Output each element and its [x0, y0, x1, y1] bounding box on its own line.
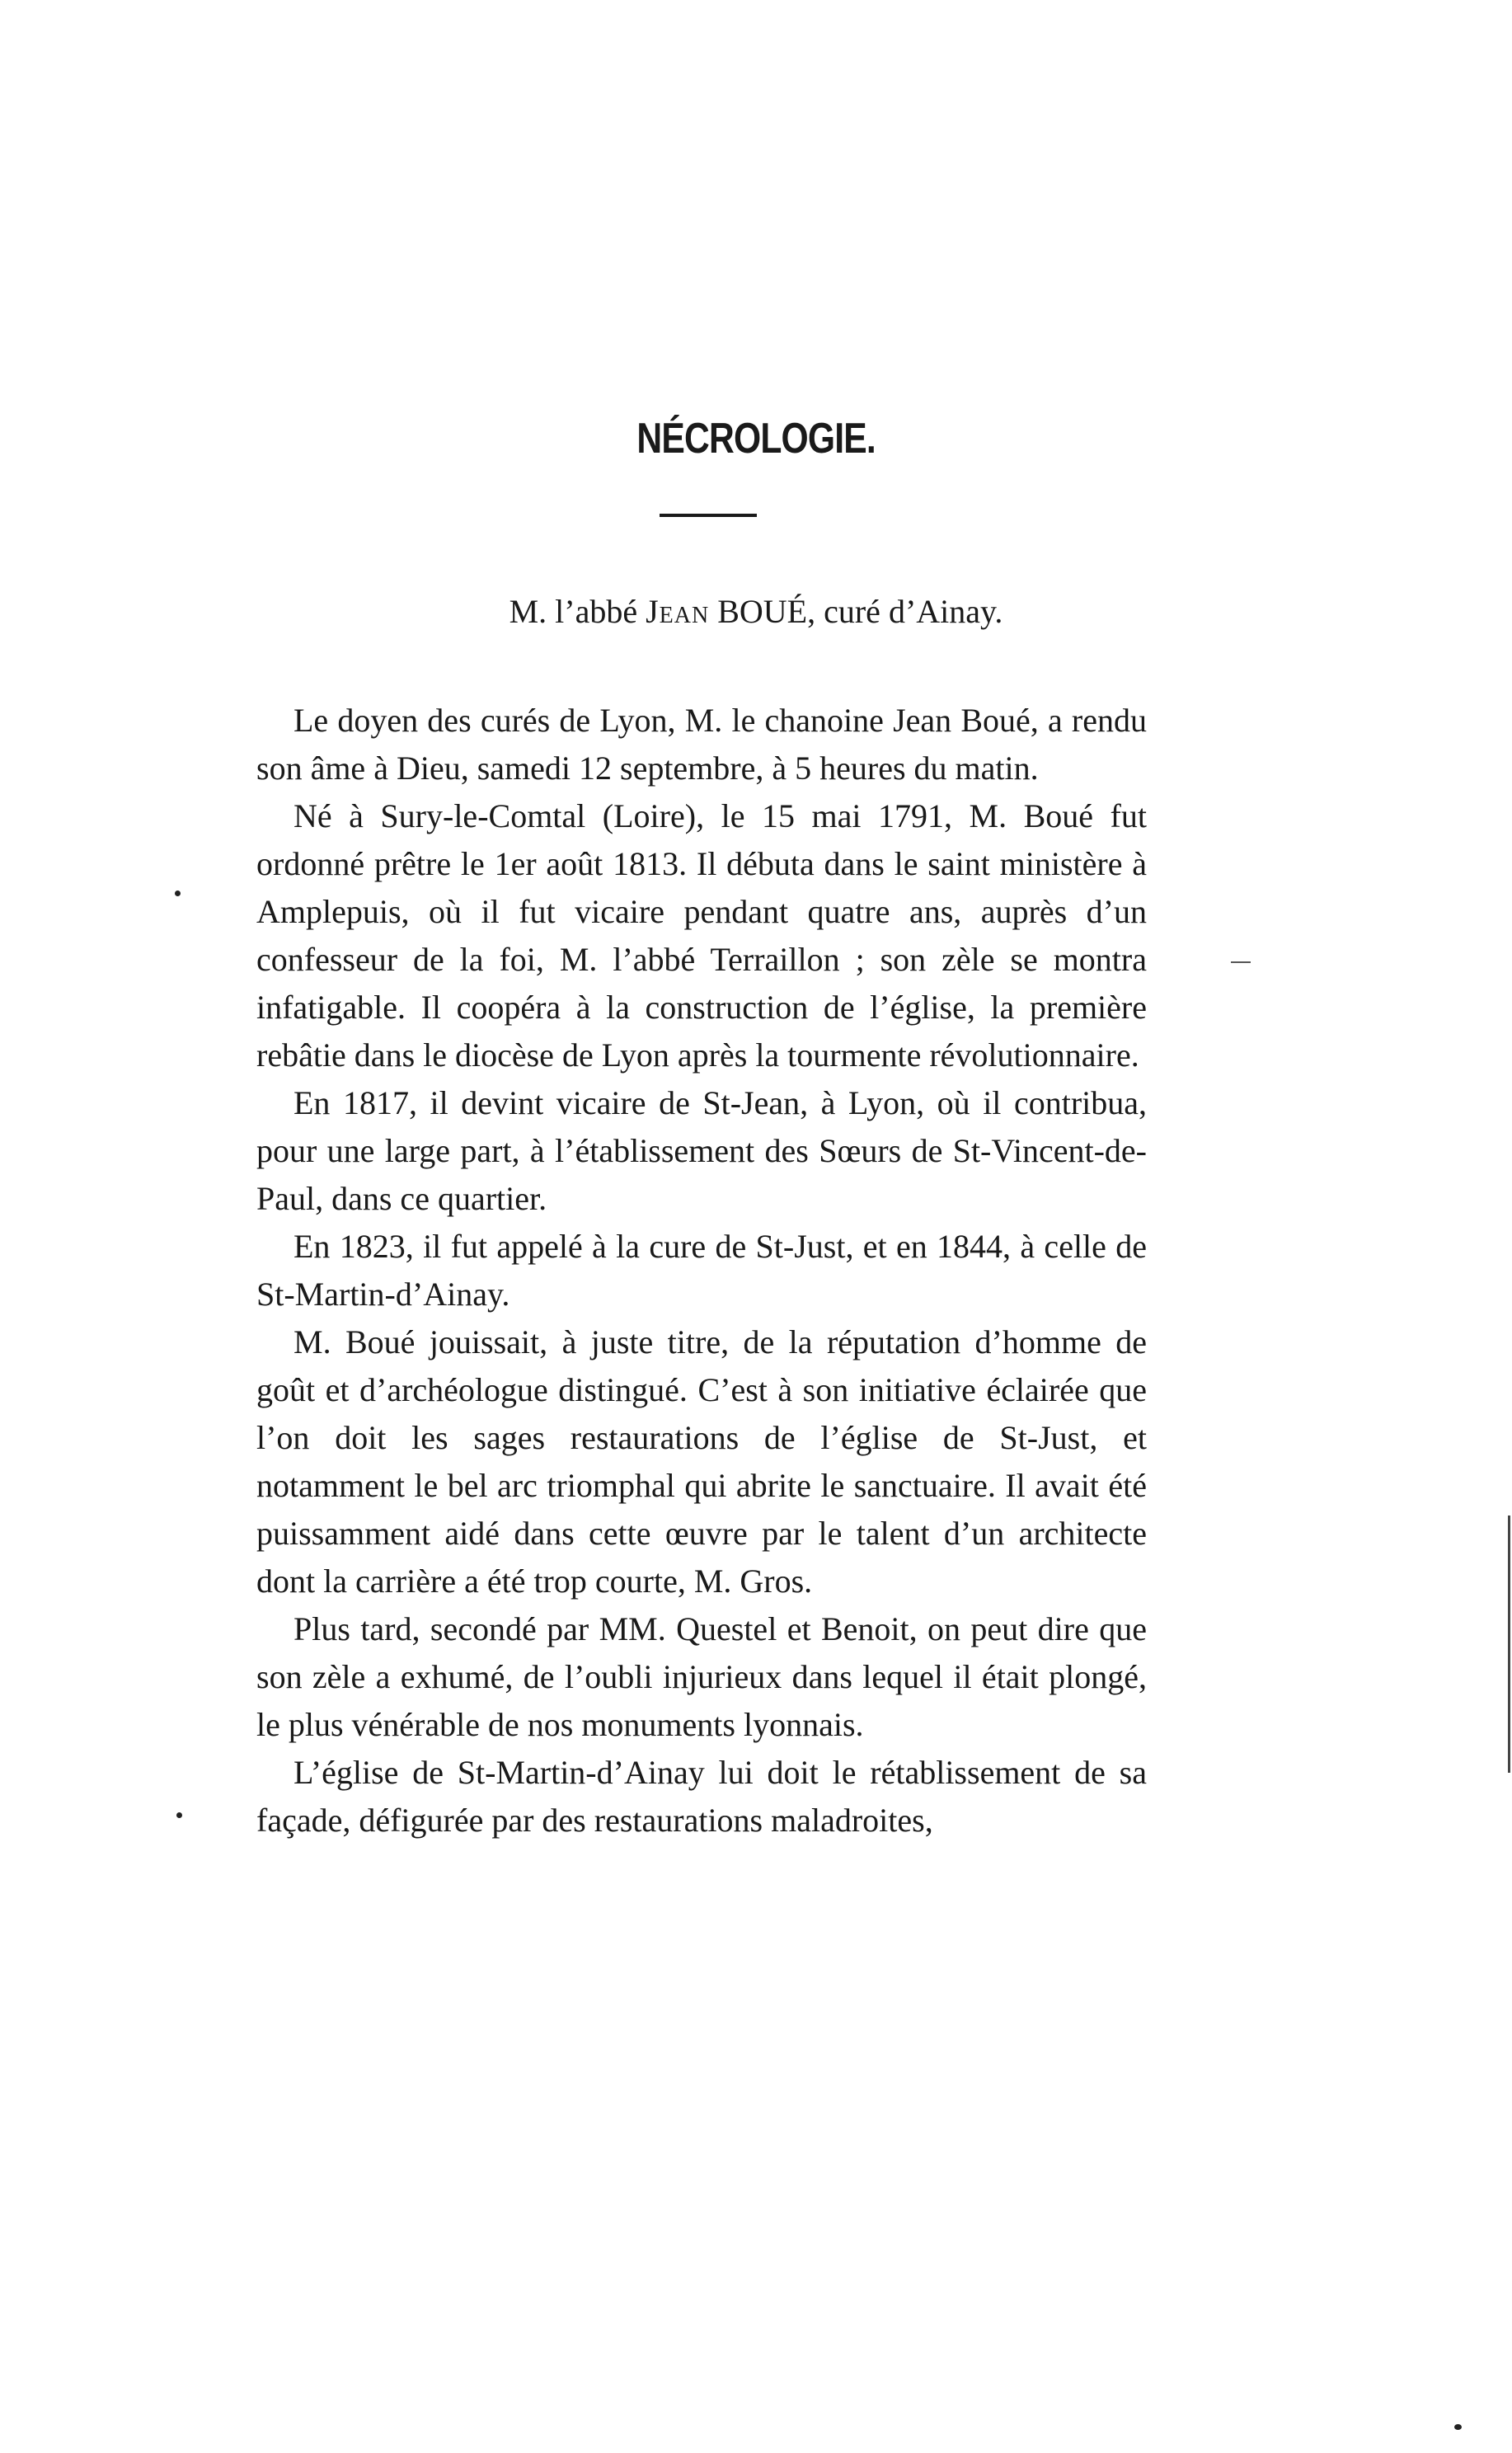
title-divider	[660, 514, 757, 517]
ink-mark	[1231, 961, 1251, 963]
subject-surname: BOUÉ	[709, 593, 808, 630]
ink-speck	[175, 891, 181, 896]
subject-prefix: M. l’abbé	[509, 593, 646, 630]
article-body	[256, 697, 1147, 1844]
obituary-subject	[0, 595, 1512, 628]
subject-suffix: , curé d’Ainay.	[807, 593, 1003, 630]
paragraph: L’église de St-Martin-d’Ainay lui doit le rétablissement de sa façade, défigurée par des restaurations maladroites,	[256, 1754, 1147, 1839]
paragraph: En 1817, il devint vicaire de St-Jean, à Lyon, où il contribua, pour une large part, à l’établissement des Sœurs de St-Vincent-de-Paul, dans ce quartier.	[256, 1084, 1147, 1217]
ink-speck	[176, 1812, 182, 1818]
paragraph: Plus tard, secondé par MM. Questel et Benoit, on peut dire que son zèle a exhumé, de l’oubli injurieux dans lequel il était plongé, le plus vénérable de nos monuments lyonnais.	[256, 1610, 1147, 1743]
paragraph: En 1823, il fut appelé à la cure de St-Just, et en 1844, à celle de St-Martin-d’Ainay.	[256, 1228, 1147, 1313]
page-title: NÉCROLOGIE.	[636, 415, 876, 463]
ink-speck	[1454, 2424, 1462, 2430]
paragraph: M. Boué jouissait, à juste titre, de la réputation d’homme de goût et d’archéologue distingué. C’est à son initiative éclairée que l’on doit les sages restaurations de l’église de St-Just, et notamment le bel arc triomphal qui abrite le sanctuaire. Il avait été puissamment aidé dans cette œuvre par le talent d’un architecte dont la carrière a été trop courte, M. Gros.	[256, 1323, 1147, 1600]
paragraph: Né à Sury-le-Comtal (Loire), le 15 mai 1791, M. Boué fut ordonné prêtre le 1er août 1813. Il débuta dans le saint ministère à Amplepuis, où il fut vicaire pendant quatre ans, auprès d’un confesseur de la foi, M. l’abbé Terraillon ; son zèle se montra infatigable. Il coopéra à la construction de l’église, la première rebâtie dans le diocèse de Lyon après la tourmente révolutionnaire.	[256, 797, 1147, 1074]
page-edge-mark	[1508, 1516, 1510, 1773]
paragraph: Le doyen des curés de Lyon, M. le chanoine Jean Boué, a rendu son âme à Dieu, samedi 12 septembre, à 5 heures du matin.	[256, 702, 1147, 787]
subject-first-name: Jean	[646, 593, 710, 630]
